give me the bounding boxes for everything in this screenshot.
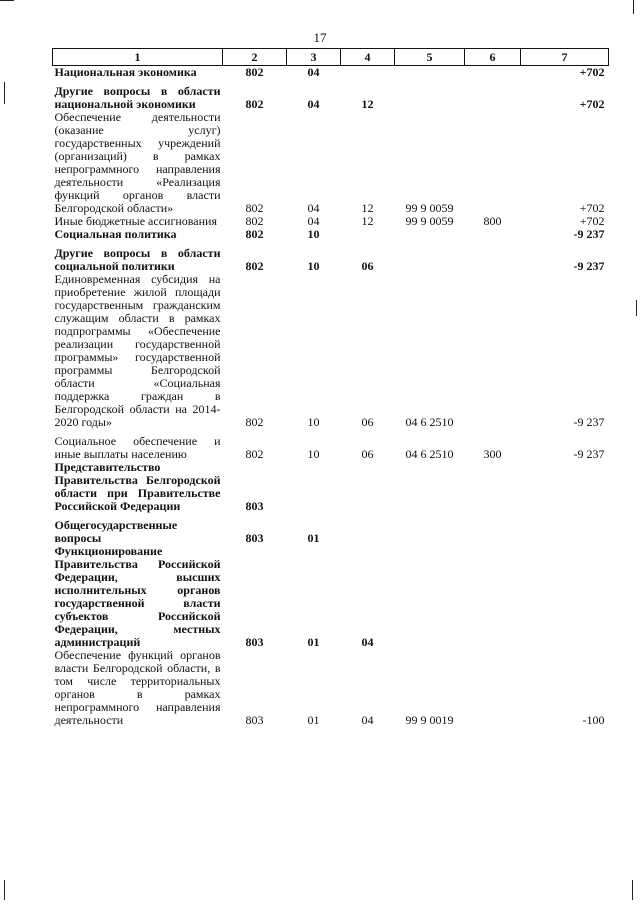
table-row xyxy=(53,241,609,273)
column-header: 6 xyxy=(465,49,521,66)
row-code-target: 99 9 0019 xyxy=(405,713,454,727)
table-header xyxy=(53,49,609,66)
row-code-subsection: 12 xyxy=(361,97,374,111)
row-code-admin: 802 xyxy=(245,259,264,273)
row-code-subsection: 06 xyxy=(361,447,374,461)
column-header: 1 xyxy=(53,49,223,66)
row-code-section: 01 xyxy=(307,531,320,545)
column-header: 3 xyxy=(287,49,341,66)
row-amount xyxy=(521,513,609,545)
row-code-expense-type xyxy=(465,273,521,429)
row-amount: -100 xyxy=(582,713,605,727)
row-name: Социальная политика xyxy=(54,227,177,241)
column-header: 5 xyxy=(395,49,465,66)
row-code-expense-type xyxy=(465,545,521,649)
row-code-subsection: 04 xyxy=(361,635,374,649)
row-code-section: 01 xyxy=(307,635,320,649)
row-amount xyxy=(521,545,609,649)
row-code-target: 99 9 0059 xyxy=(405,201,454,215)
row-name: Иные бюджетные ассигнования xyxy=(54,214,217,228)
scan-mark-bottom-right xyxy=(632,880,633,900)
row-code-section: 04 xyxy=(307,97,320,111)
row-code-target xyxy=(395,228,465,241)
table-row xyxy=(53,545,609,649)
row-code-admin: 803 xyxy=(245,499,264,513)
row-name: Социальное обеспечение и иные выплаты населению xyxy=(54,434,221,461)
row-code-admin: 802 xyxy=(245,214,264,228)
row-code-target: 04 6 2510 xyxy=(405,415,454,429)
row-code-section: 10 xyxy=(307,447,320,461)
row-amount: +702 xyxy=(579,201,605,215)
row-code-admin: 802 xyxy=(245,201,264,215)
table-row xyxy=(53,111,609,215)
row-amount: +702 xyxy=(579,65,605,79)
row-code-expense-type xyxy=(465,241,521,273)
row-code-subsection: 06 xyxy=(361,415,374,429)
row-amount: -9 237 xyxy=(573,447,605,461)
column-header: 2 xyxy=(223,49,287,66)
row-code-admin: 802 xyxy=(245,415,264,429)
scan-mark-left xyxy=(4,82,5,104)
row-code-target: 99 9 0059 xyxy=(405,214,454,228)
row-name: Функционирование Правительства Российской Федерации, высших исполнительных органов государственной власти субъектов Российской Федерации, местных администраций xyxy=(54,544,221,649)
row-code-section: 10 xyxy=(307,259,320,273)
scan-mark-top-left xyxy=(0,0,14,1)
table-body xyxy=(53,66,609,728)
table-row xyxy=(53,461,609,513)
row-code-admin: 803 xyxy=(245,713,264,727)
row-name: Обеспечение функций органов власти Белгородской области, в том числе территориальных органов в рамках непрограммного направления деятельности xyxy=(54,648,221,727)
row-code-subsection: 12 xyxy=(361,214,374,228)
row-code-admin: 802 xyxy=(245,97,264,111)
row-amount: -9 237 xyxy=(573,259,605,273)
row-code-admin: 802 xyxy=(245,65,264,79)
row-name: Представительство Правительства Белгородской области при Правительстве Российской Федерации xyxy=(54,460,221,513)
row-code-subsection xyxy=(341,66,395,80)
row-code-expense-type xyxy=(465,228,521,241)
row-code-section: 04 xyxy=(307,214,320,228)
row-amount xyxy=(521,461,609,513)
row-code-target xyxy=(395,66,465,80)
row-amount: -9 237 xyxy=(573,227,605,241)
page-number: 17 xyxy=(313,30,327,45)
budget-table xyxy=(52,48,609,727)
row-amount: +702 xyxy=(579,214,605,228)
scan-mark-bottom-left xyxy=(4,880,5,900)
row-code-admin: 802 xyxy=(245,447,264,461)
row-code-section: 01 xyxy=(307,713,320,727)
row-code-target xyxy=(395,461,465,513)
row-name: Обеспечение деятельности (оказание услуг) государственных учреждений (организаций) в рамках непрограммного направления деятельности «Реализация функций органов власти Белгородской области» xyxy=(54,110,221,215)
row-name: Другие вопросы в области национальной экономики xyxy=(54,84,221,111)
row-code-target xyxy=(395,79,465,111)
row-code-section: 10 xyxy=(307,415,320,429)
row-code-expense-type: 300 xyxy=(483,447,502,461)
row-code-section: 04 xyxy=(307,201,320,215)
table-row xyxy=(53,513,609,545)
row-code-subsection: 04 xyxy=(361,713,374,727)
row-code-subsection xyxy=(341,513,395,545)
table-row xyxy=(53,79,609,111)
row-code-section xyxy=(287,461,341,513)
table-row xyxy=(53,228,609,241)
row-amount: -9 237 xyxy=(573,415,605,429)
table-row xyxy=(53,429,609,461)
table-row xyxy=(53,649,609,727)
row-code-expense-type xyxy=(465,111,521,215)
row-code-target: 04 6 2510 xyxy=(405,447,454,461)
row-amount: +702 xyxy=(579,97,605,111)
table-row xyxy=(53,66,609,80)
row-name: Общегосударственные вопросы xyxy=(54,518,178,545)
row-code-section: 10 xyxy=(307,227,320,241)
row-code-admin: 803 xyxy=(245,635,264,649)
row-code-target xyxy=(395,241,465,273)
row-code-expense-type xyxy=(465,79,521,111)
scan-mark-top-right xyxy=(633,0,634,14)
row-code-subsection: 12 xyxy=(361,201,374,215)
row-name: Другие вопросы в области социальной политики xyxy=(54,246,221,273)
row-code-expense-type: 800 xyxy=(483,214,502,228)
row-code-admin: 803 xyxy=(245,531,264,545)
column-header: 7 xyxy=(521,49,609,66)
row-code-subsection: 06 xyxy=(361,259,374,273)
row-code-expense-type xyxy=(465,649,521,727)
row-name: Национальная экономика xyxy=(54,65,197,79)
row-code-admin: 802 xyxy=(245,227,264,241)
row-code-expense-type xyxy=(465,66,521,80)
row-code-subsection xyxy=(341,461,395,513)
table-row xyxy=(53,273,609,429)
row-code-expense-type xyxy=(465,513,521,545)
row-code-expense-type xyxy=(465,461,521,513)
row-code-target xyxy=(395,545,465,649)
row-code-target xyxy=(395,513,465,545)
scan-mark-right xyxy=(636,300,637,316)
column-header: 4 xyxy=(341,49,395,66)
row-code-section: 04 xyxy=(307,65,320,79)
row-code-subsection xyxy=(341,228,395,241)
row-name: Единовременная субсидия на приобретение жилой площади государственным гражданским служащим области в рамках подпрограммы «Обеспечение реализации государственной программы» государственной программы Белгородской области «Социальная поддержка граждан в Белгородской области на 2014-2020 годы» xyxy=(54,272,221,429)
